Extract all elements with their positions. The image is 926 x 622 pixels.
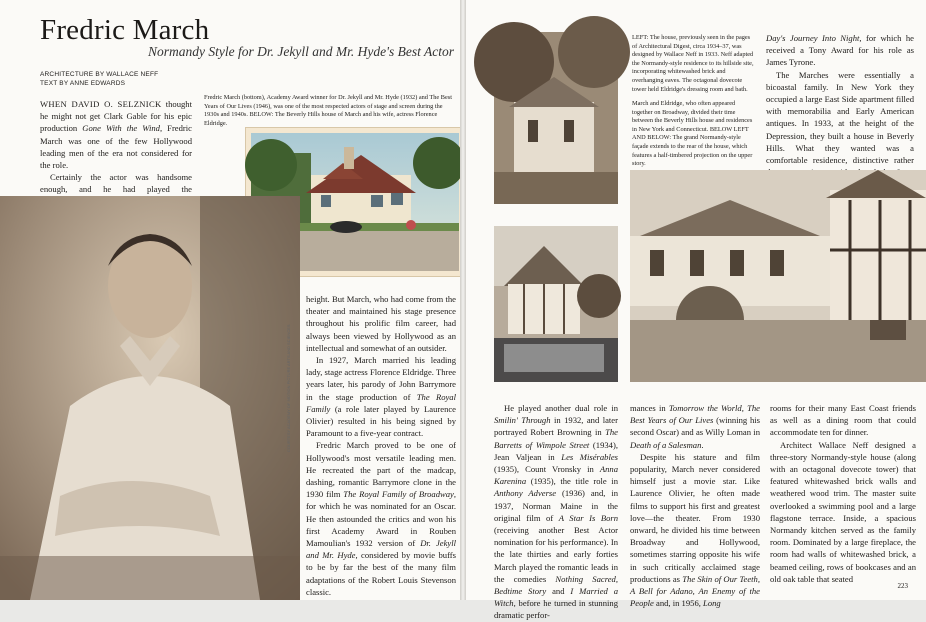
paragraph: In 1927, March married his leading lady, stage actress Florence Eldridge. Three years later, his parody of John Barrymore in the stage production of The Royal Family (a role later played by Laurence Olivier) resulted in his being signed by Paramount to a five-year contract. <box>306 355 456 439</box>
credit-architecture: ARCHITECTURE BY WALLACE NEFF <box>40 71 159 78</box>
right-column-3 <box>770 402 916 585</box>
drop-lead: WHEN DAVID O. SELZNICK <box>40 99 162 109</box>
right-column-2 <box>630 402 760 609</box>
intro-paragraph: WHEN DAVID O. SELZNICK thought he might not get Clark Gable for his epic production Gone With the Wind, Fredric March was one of the few Hollywood leading men of the era not considered for the role. <box>40 99 192 171</box>
photo-credit: COURTESY ACADEMY OF MOTION PICTURE ARTS AND SCIENCES <box>286 324 291 452</box>
paragraph: Despite his stature and film popularity, March never considered himself just a movie star. Like Laurence Olivier, he often made films to support his first and greatest love—the theater. From 1930 onward, he divided his time between Broadway and Hollywood, sometimes starring opposite his wife in such critically acclaimed stage productions as The Skin of Our Teeth, A Bell for Adano, An Enemy of the People and, in 1956, Long <box>630 451 760 609</box>
article-title: Fredric March <box>40 14 210 46</box>
house-hillside-photo <box>494 32 618 204</box>
portrait-caption: Fredric March (bottom), Academy Award winner for Dr. Jekyll and Mr. Hyde (1932) and The Best Years of Our Lives (1946), was one of the most respected actors of stage and screen during the 1930s and 1940s. BELOW: The Beverly Hills house of March and his wife, actress Florence Eldridge. <box>204 94 452 127</box>
middle-caption: March and Eldridge, who often appeared together on Broadway, divided their time between the Beverly Hills house and residences in New York and Connecticut. BELOW LEFT AND BELOW: The grand Normandy-style façade extends to the rear of the house, which features a half-timbered projection on the upper story. <box>632 100 753 168</box>
rear-facade-photo <box>630 170 926 382</box>
credit-text: TEXT BY ANNE EDWARDS <box>40 80 126 87</box>
right-column-1 <box>494 402 618 622</box>
paragraph: The Marches were essentially a bicoastal family. In New York they occupied a large East Side apartment filled with memorabilia and Early American antiques. In 1933, at the height of the Depression, they built a house in Beverly Hills. What they wanted was a comfortable residence, distinctive rather <box>766 69 914 166</box>
paragraph: mances in Tomorrow the World, The Best Years of Our Lives (winning his second Oscar) and as Willy Loman in Death of a Salesman. <box>630 403 760 450</box>
paragraph: Certainly the actor was handsome enough, and he had played the <box>40 172 192 195</box>
pool-photo <box>494 226 618 382</box>
paragraph: He played another dual role in Smilin' Through in 1932, and later portrayed Robert Browning in The Barretts of Wimpole Street (1934), Jean Valjean in Les Misérables (1935), Count Vronsky in Anna Karenina (1935), the title role in Anthony Adverse (1936) and, in 1937, Norman Maine in the original film of A Star Is Born (receiving another Best Actor nomination for his performance). In the late thirties and early forties March played the romantic leads in the comedies Nothing Sacred, Bedtime Story and I Married a Witch, before he turned in stunning dramatic perfor- <box>494 403 619 621</box>
page-number: 223 <box>897 582 908 590</box>
right-page <box>466 0 926 621</box>
paragraph: Fredric March proved to be one of Hollywood's most versatile leading men. He recreated the part of the madcap, dashing, romantic Barrymore clone in the 1930 film The Royal Family of Broadway, for which he was nominated for an Oscar. He then astounded the critics and won his first Academy Award in Rouben Mamoulian's 1932 version of Dr. Jekyll and Mr. Hyde, considered by movie buffs to be by far the best of the many film adaptations of the Robert Louis Stevenson classic. <box>306 440 456 597</box>
article-credits <box>40 70 158 88</box>
paragraph: rooms for their many East Coast friends as well as a dining room that could accommodate ten for dinner. <box>770 403 916 438</box>
left-column-2 <box>306 293 456 598</box>
fredric-march-portrait <box>0 196 300 600</box>
top-caption: LEFT: The house, previously seen in the pages of Architectural Digest, circa 1934–37, was designed by Wallace Neff in 1933. Neff adapted the Normandy-style residence to its hillside site, incorporating whitewashed brick and overhanging eaves. The octagonal dovecote tower held Eldridge's dressing room and bath. <box>632 34 754 93</box>
paragraph: Architect Wallace Neff designed a three-story Normandy-style house (along with an octagonal dovecote tower) that featured whitewashed brick walls and weathered wood trim. The master suite overlooked a swimming pool and a large flagstone terrace. Inside, a spacious Normandy kitchen served as the family room. Dominated by a large fireplace, the room had walls of whitewashed brick, a beamed ceiling, rows of bookcases and an old oak table that seated <box>770 439 916 584</box>
paragraph: Day's Journey Into Night, for which he received a Tony Award for his role as James Tyrone. <box>766 33 914 68</box>
article-subtitle: Normandy Style for Dr. Jekyll and Mr. Hyde's Best Actor <box>148 44 454 59</box>
left-page <box>0 0 460 600</box>
paragraph: height. But March, who had come from the theater and maintained his stage presence throughout his prolific film career, had always been viewed by Hollywood as an intellectual and somewhat of an outsider. <box>306 294 456 353</box>
